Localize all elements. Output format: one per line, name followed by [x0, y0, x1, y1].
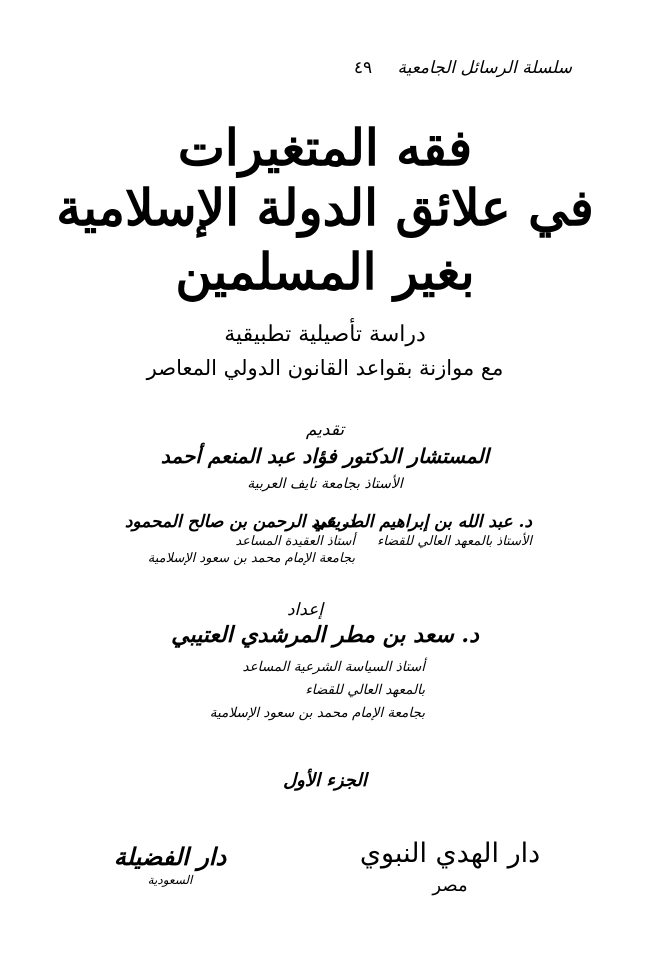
publisher-2-place: السعودية [147, 873, 193, 887]
title-line-1: فقه المتغيرات [177, 118, 473, 177]
contributor-1-title: الأستاذ بالمعهد العالي للقضاء [377, 534, 532, 549]
author-title-3: بجامعة الإمام محمد بن سعود الإسلامية [209, 705, 425, 721]
publisher-1-place: مصر [432, 875, 468, 896]
series-line [354, 58, 572, 78]
introduction-name: المستشار الدكتور فؤاد عبد المنعم أحمد [160, 444, 490, 468]
author-title-2: بالمعهد العالي للقضاء [305, 682, 425, 698]
subtitle-line-1: دراسة تأصيلية تطبيقية [224, 322, 426, 347]
contributor-1-name: د. عبد الله بن إبراهيم الطريقي [312, 512, 532, 532]
series-number: ٤٩ [353, 58, 373, 78]
contributor-2 [120, 512, 355, 566]
subtitle-line-2: مع موازنة بقواعد القانون الدولي المعاصر [146, 356, 504, 380]
publisher-1 [350, 838, 550, 896]
volume-label: الجزء الأول [283, 770, 367, 791]
series-label: سلسلة الرسائل الجامعية [397, 58, 572, 78]
author-name: د. سعد بن مطر المرشدي العتيبي [171, 622, 479, 648]
title-line-3: بغير المسلمين [175, 242, 475, 301]
publisher-2 [95, 842, 245, 887]
preparation-label: إعداد [286, 600, 324, 620]
contributor-2-title-2: بجامعة الإمام محمد بن سعود الإسلامية [147, 551, 355, 566]
introduction-label: تقديم [305, 420, 345, 440]
author-titles [209, 656, 425, 725]
introduction-title: الأستاذ بجامعة نايف العربية [247, 476, 403, 492]
author-title-1: أستاذ السياسة الشرعية المساعد [242, 659, 425, 675]
contributor-2-name: د. عبد الرحمن بن صالح المحمود [124, 512, 355, 532]
publisher-1-name: دار الهدي النبوي [359, 838, 541, 869]
title-line-2: في علائق الدولة الإسلامية [56, 178, 594, 237]
publisher-2-name: دار الفضيلة [113, 842, 227, 871]
contributor-2-title-1: أستاذ العقيدة المساعد [235, 534, 355, 549]
